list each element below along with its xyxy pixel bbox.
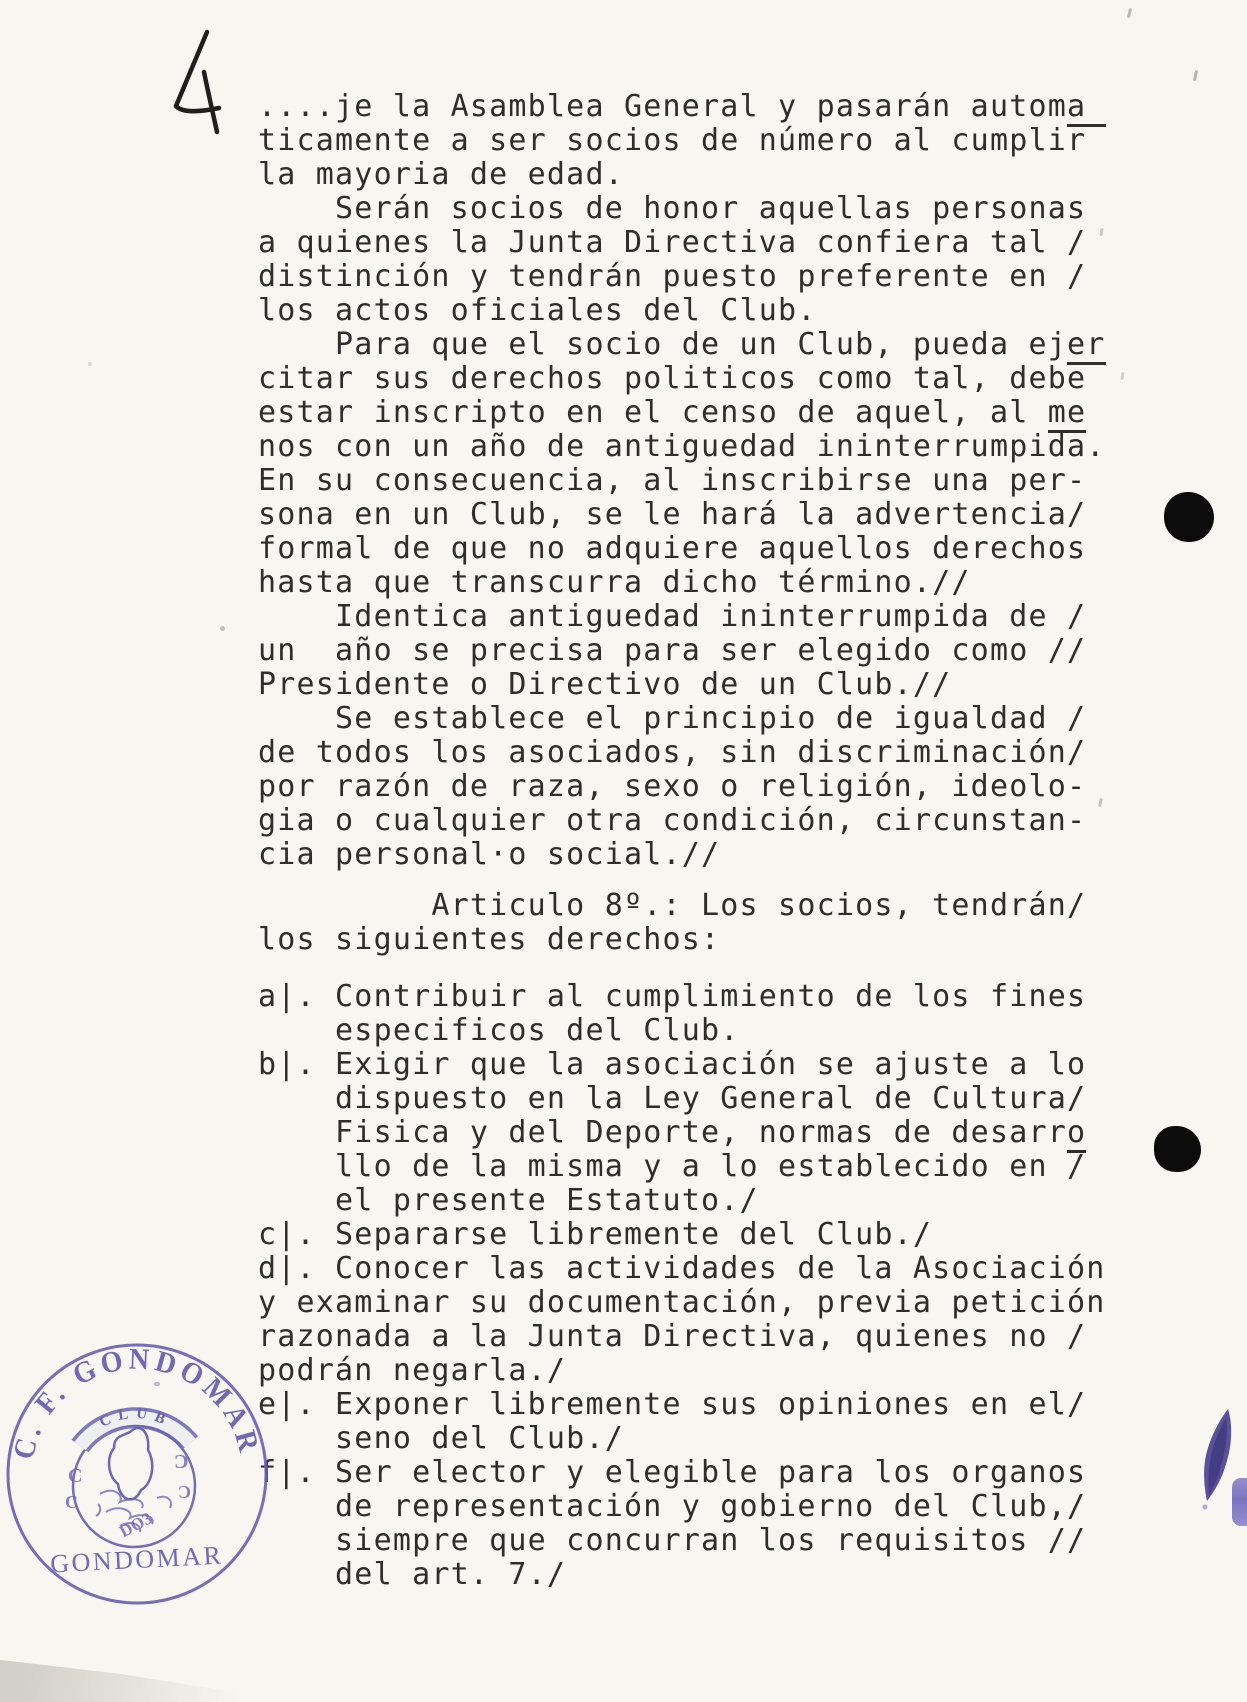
typewriter-text — [258, 90, 1106, 1592]
hole-punch-mark — [1154, 1126, 1201, 1172]
text-line: el presente Estatuto./ — [258, 1183, 759, 1218]
ink-smudge-bar — [1232, 1478, 1247, 1526]
text-line: la mayoria de edad. — [258, 157, 624, 192]
ink-speck — [88, 362, 92, 366]
svg-text:C: C — [65, 1492, 78, 1512]
text-line: b|. Exigir que la asociación se ajuste a lo — [258, 1047, 1087, 1082]
text-line: Serán socios de honor aquellas personas — [258, 191, 1087, 226]
handwritten-page-number — [164, 24, 236, 140]
text-line: Presidente o Directivo de un Club.// — [258, 667, 952, 702]
text-line: En su consecuencia, al inscribirse una per- — [258, 463, 1087, 498]
text-line: Se establece el principio de igualdad / — [258, 701, 1087, 736]
text-line: Identica antiguedad ininterrumpida de / — [258, 599, 1087, 634]
stamp-bottom-text: GONDOMAR — [49, 1540, 224, 1579]
text-line: citar sus derechos politicos como tal, debe — [258, 361, 1087, 396]
text-line: Para que el socio de un Club, pueda ejer — [258, 328, 1106, 362]
text-line: estar inscripto en el censo de aquel, al me — [258, 396, 1106, 430]
text-line: de representación y gobierno del Club,/ — [258, 1489, 1087, 1524]
ink-speck — [220, 626, 225, 631]
svg-text:Ɔ: Ɔ — [174, 1451, 189, 1473]
text-line: siempre que concurran los requisitos // — [258, 1523, 1087, 1558]
text-line: a quienes la Junta Directiva confiera tal / — [258, 225, 1087, 260]
text-line: c|. Separarse libremente del Club./ — [258, 1217, 933, 1252]
text-line: Articulo 8º.: Los socios, tendrán/ — [258, 888, 1087, 923]
text-line: dispuesto en la Ley General de Cultura/ — [258, 1081, 1087, 1116]
text-line: Fisica y del Deporte, normas de desarro — [258, 1116, 1106, 1150]
text-line: especificos del Club. — [258, 1013, 740, 1048]
ink-speck — [1193, 70, 1198, 81]
text-line: los siguientes derechos: — [258, 922, 721, 957]
text-line: los actos oficiales del Club. — [258, 293, 817, 328]
text-line: razonada a la Junta Directiva, quienes no / — [258, 1319, 1087, 1354]
svg-text:DO3: DO3 — [116, 1508, 156, 1542]
text-line: y examinar su documentación, previa petición — [258, 1285, 1106, 1320]
text-line: a|. Contribuir al cumplimiento de los fines — [258, 979, 1087, 1014]
text-line: f|. Ser elector y elegible para los organos — [258, 1455, 1087, 1490]
text-line: ....je la Asamblea General y pasarán automa — [258, 90, 1106, 124]
ink-speck — [1127, 8, 1132, 18]
text-line: de todos los asociados, sin discriminación/ — [258, 735, 1087, 770]
stamp-arc-text: C. F. GONDOMAR — [6, 1342, 267, 1463]
text-line: por razón de raza, sexo o religión, ideolo- — [258, 769, 1087, 804]
text-line: del art. 7./ — [258, 1557, 567, 1592]
text-line: distinción y tendrán puesto preferente en / — [258, 259, 1087, 294]
text-line: gia o cualquier otra condición, circunstan- — [258, 803, 1087, 838]
club-stamp — [2, 1336, 274, 1608]
text-line: seno del Club./ — [258, 1421, 624, 1456]
text-line: nos con un año de antiguedad ininterrumpida. — [258, 429, 1106, 464]
crest-bird — [109, 1428, 152, 1499]
ink-speck — [1120, 372, 1124, 380]
text-line: llo de la misma y a lo establecido en / — [258, 1149, 1087, 1184]
svg-text:C: C — [68, 1465, 83, 1487]
text-line: cia personal·o social.// — [258, 837, 721, 872]
scan-shadow — [0, 1648, 300, 1702]
crest-banner-text: CLUB — [97, 1405, 174, 1431]
text-line: e|. Exponer libremente sus opiniones en el/ — [258, 1387, 1087, 1422]
text-line: un año se precisa para ser elegido como // — [258, 633, 1087, 668]
hole-punch-mark — [1164, 492, 1214, 542]
text-line: sona en un Club, se le hará la advertencia/ — [258, 497, 1087, 532]
text-line: d|. Conocer las actividades de la Asociación — [258, 1251, 1106, 1286]
text-line: ticamente a ser socios de número al cumplir — [258, 123, 1087, 158]
text-line: formal de que no adquiere aquellos derechos — [258, 531, 1087, 566]
svg-text:Ɔ: Ɔ — [178, 1482, 191, 1502]
text-line: podrán negarla./ — [258, 1353, 567, 1388]
text-line: hasta que transcurra dicho término.// — [258, 565, 971, 600]
